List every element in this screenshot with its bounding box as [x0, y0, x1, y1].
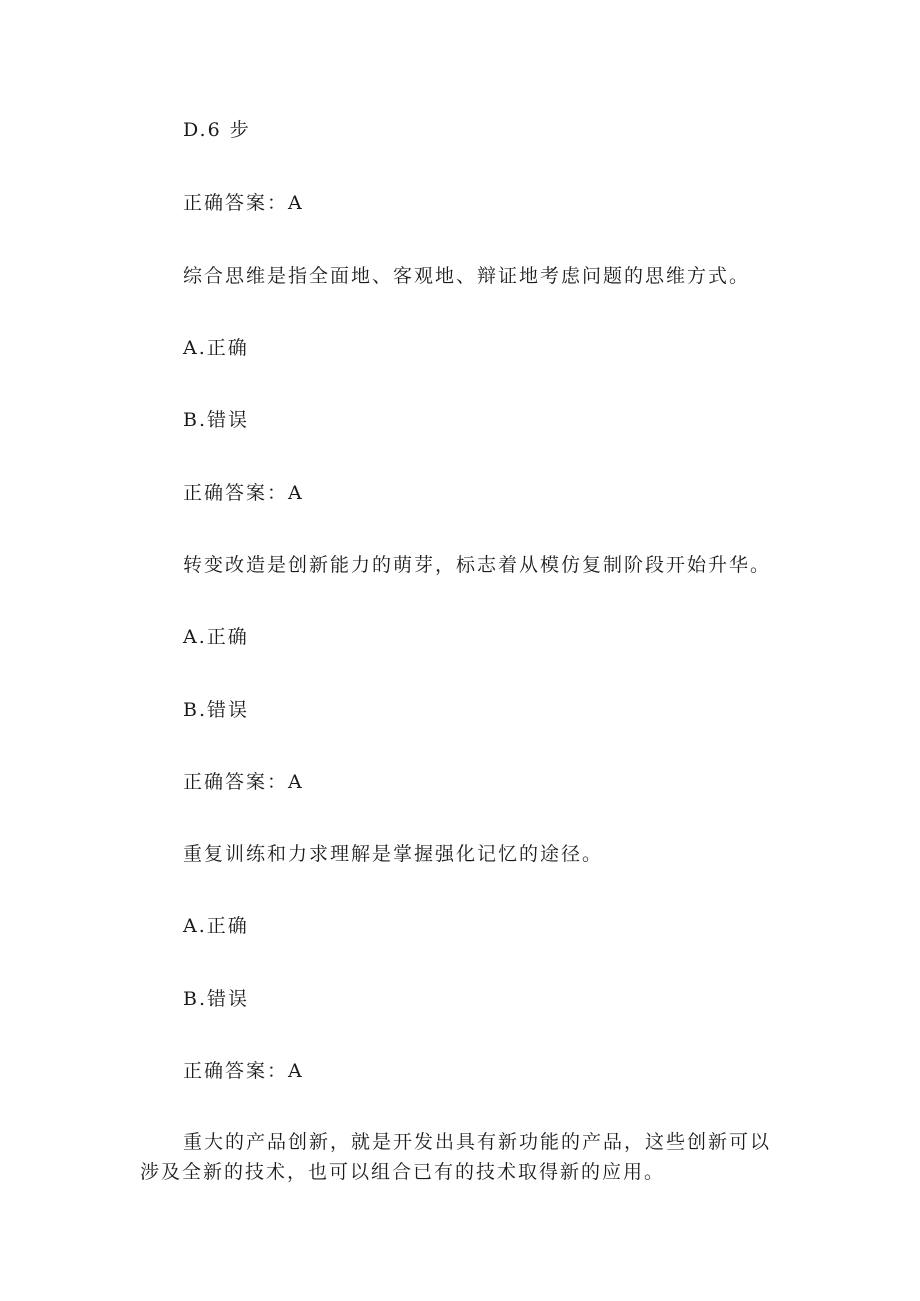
question-text: 综合思维是指全面地、客观地、辩证地考虑问题的思维方式。: [183, 265, 751, 287]
option-a: A.正确: [183, 626, 249, 648]
answer-line: 正确答案：A: [183, 482, 304, 504]
answer-line: 正确答案：A: [183, 192, 304, 214]
question-text: 转变改造是创新能力的萌芽，标志着从模仿复制阶段开始升华。: [183, 554, 772, 576]
option-b: B.错误: [183, 988, 250, 1010]
option-d: D.6 步: [183, 119, 251, 141]
answer-line: 正确答案：A: [183, 771, 304, 793]
option-b: B.错误: [183, 699, 250, 721]
option-b: B.错误: [183, 409, 250, 431]
option-a: A.正确: [183, 915, 249, 937]
question-paragraph: 重大的产品创新，就是开发出具有新功能的产品，这些创新可以涉及全新的技术，也可以组合已有的技术取得新的应用。: [140, 1131, 772, 1183]
question-text: 重复训练和力求理解是掌握强化记忆的途径。: [183, 843, 604, 865]
option-a: A.正确: [183, 337, 249, 359]
answer-line: 正确答案：A: [183, 1060, 304, 1082]
